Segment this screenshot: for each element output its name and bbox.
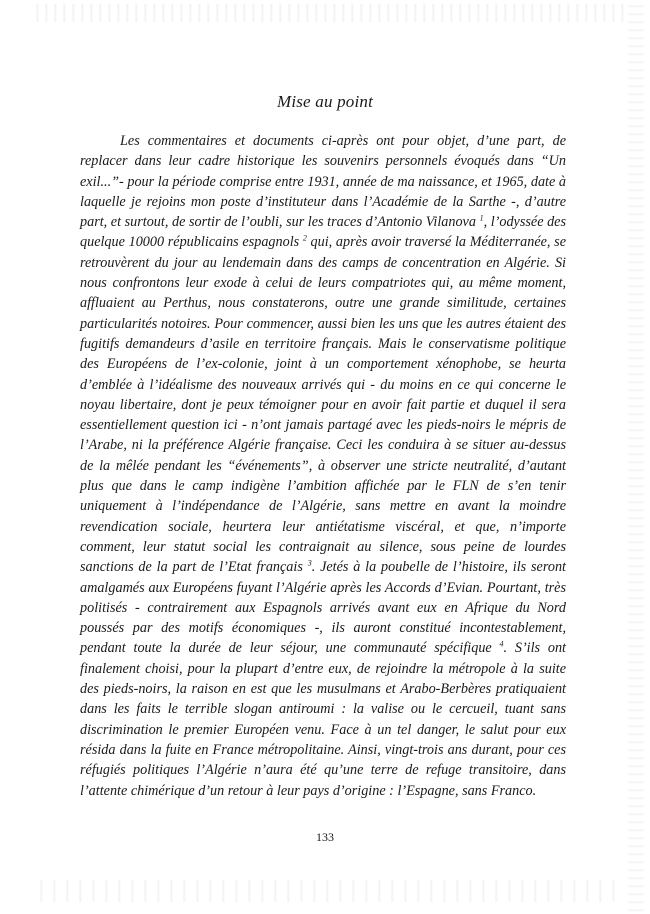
paragraph-text-run: . Jetés à la poubelle de l’histoire, ils seront amalgamés aux Européens fuyant l’Algérie après les Accords d’Evian. Pourtant, très politisés - contrairement aux Espagnols arrivés avant eux en Afrique du Nord poussés par des motifs économiques -, ils auront constitué incontestablement, pendant toute la durée de leur séjour, une communauté spécifique [80,559,566,657]
footnote-marker: 1 [479,213,484,223]
footnote-marker: 2 [302,233,307,243]
scan-noise-top [30,4,630,22]
paragraph-text-run: , l’odyssée des quelque 10000 républicains espagnols [80,214,567,251]
paragraph-text-run: qui, après avoir traversé la Méditerranée, se retrouvèrent du jour au lendemain dans des camps de concentration en Algérie. Si nous confrontons leur exode à celui de leurs compatriotes qui, au même moment, affluaient au Perthus, nous constaterons, outre une grande similitude, certaines particularités notoires. Pour commencer, aussi bien les uns que les autres étaient des fugitifs demandeurs d’asile en territoire français. Mais le conservatisme politique des Européens de l’ex-colonie, joint à un comportement xénophobe, se heurta d’emblée à l’idéalisme des nouveaux arrivés qui - du moins en ce qui concerne le noyau libertaire, dont je peux témoigner pour en avoir fait partie et duquel il sera essentiellement question ici - n’ont jamais partagé avec les pieds-noirs le mépris de l’Arabe, ni la préférence Algérie française. Ceci les conduira à se situer au-dessus de la mêlée pendant les “événements”, à observer une stricte neutralité, d’autant plus que dans le camp indigène l’ambition affichée par le FLN de s’en tenir uniquement à l’indépendance de l’Algérie, sans mettre en avant la moindre revendication sociale, heurtera leur antiétatisme viscéral, et que, n’importe comment, leur statut social les contraignait au silence, sous peine de lourdes sanctions de la part de l’Etat français [80,234,566,576]
page-title: Mise au point [276,92,374,111]
page-number: 133 [316,830,334,844]
footnote-marker: 3 [307,558,312,568]
scan-noise-right [628,0,644,914]
scan-noise-bottom [30,880,620,902]
paragraph-text-run: . S’ils ont finalement choisi, pour la plupart d’entre eux, de rejoindre la métropole à la suite des pieds-noirs, la raison en est que les musulmans et Arabo-Berbères pratiquaient dans les faits le terrible slogan antiroumi : la valise ou le cercueil, tuant sans discrimination le premier Européen venu. Face à un tel danger, le salut pour eux résida dans la fuite en France métropolitaine. Ainsi, vingt-trois ans durant, pour ces réfugiés politiques l’Algérie n’aura été qu’une terre de refuge transitoire, dans l’attente chimérique d’un retour à leur pays d’origine : l’Espagne, sans Franco. [80,640,566,799]
footnote-marker: 4 [499,639,504,649]
body-paragraph [80,131,566,801]
paragraph-text-run: Les commentaires et documents ci-après ont pour objet, d’une part, de replacer dans leur cadre historique les souvenirs personnels évoqués dans “Un exil...”- pour la période comprise entre 1931, année de ma naissance, et 1965, date à laquelle je rejoins mon poste d’instituteur dans l’Académie de la Sarthe -, d’autre part, et surtout, de sortir de l’oubli, sur les traces d’Antonio Vilanova [80,133,566,231]
